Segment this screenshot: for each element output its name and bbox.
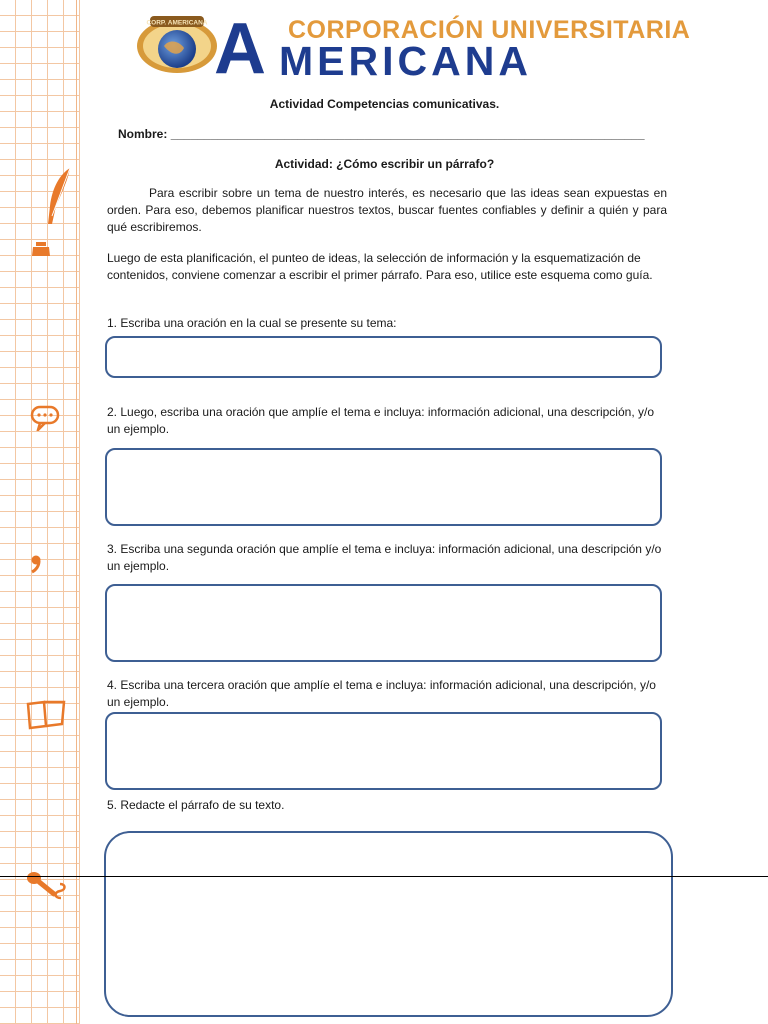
logo-institution-line: CORPORACIÓN UNIVERSITARIA <box>288 16 691 44</box>
name-row <box>118 126 645 143</box>
intro-paragraph-1-text: Para escribir sobre un tema de nuestro interés, es necesario que las ideas sean expuestas en orden. Para eso, debemos planificar nuestros textos, buscar fuentes confiables y definir a quién y para qué escribiremos. <box>107 186 667 234</box>
intro-paragraph-2: Luego de esta planificación, el punteo de ideas, la selección de información y la esquematización de contenidos, conviene comenzar a escribir el primer párrafo. Para eso, utilice este esquema como guía. <box>107 251 653 282</box>
answer-box-2[interactable] <box>105 448 662 526</box>
question-1: 1. Escriba una oración en la cual se presente su tema: <box>107 316 397 330</box>
answer-box-3[interactable] <box>105 584 662 662</box>
microphone-icon <box>24 866 70 902</box>
quill-icon <box>40 166 76 230</box>
question-2: 2. Luego, escriba una oración que amplíe el tema e incluya: información adicional, una descripción, y/o un ejemplo. <box>107 405 654 436</box>
university-seal-logo <box>134 12 220 76</box>
ink-pot-icon <box>30 240 52 258</box>
name-label: Nombre: <box>118 127 168 141</box>
comma-icon <box>30 554 42 574</box>
page-divider-line <box>0 876 768 877</box>
question-4: 4. Escriba una tercera oración que amplíe el tema e incluya: información adicional, una descripción, y/o un ejemplo. <box>107 678 656 709</box>
seal-text: CORP. AMERICANA <box>146 19 208 27</box>
logo-initial: A <box>214 9 264 89</box>
answer-box-4[interactable] <box>105 712 662 790</box>
name-blank-line[interactable]: _______________________________________________________________________ <box>170 127 645 141</box>
question-5: 5. Redacte el párrafo de su texto. <box>107 798 285 812</box>
answer-box-5[interactable] <box>104 831 673 1017</box>
question-3: 3. Escriba una segunda oración que amplíe el tema e incluya: información adicional, una descripción y/o un ejemplo. <box>107 542 662 573</box>
open-book-icon <box>24 698 68 730</box>
speech-bubble-icon <box>30 405 60 431</box>
answer-box-1[interactable] <box>105 336 662 378</box>
margin-line <box>76 0 77 1024</box>
activity-title: Actividad Competencias comunicativas. <box>269 97 500 111</box>
activity-subtitle: Actividad: ¿Cómo escribir un párrafo? <box>274 157 495 171</box>
intro-paragraph-1 <box>107 185 667 236</box>
logo-name-line: MERICANA <box>279 38 532 84</box>
